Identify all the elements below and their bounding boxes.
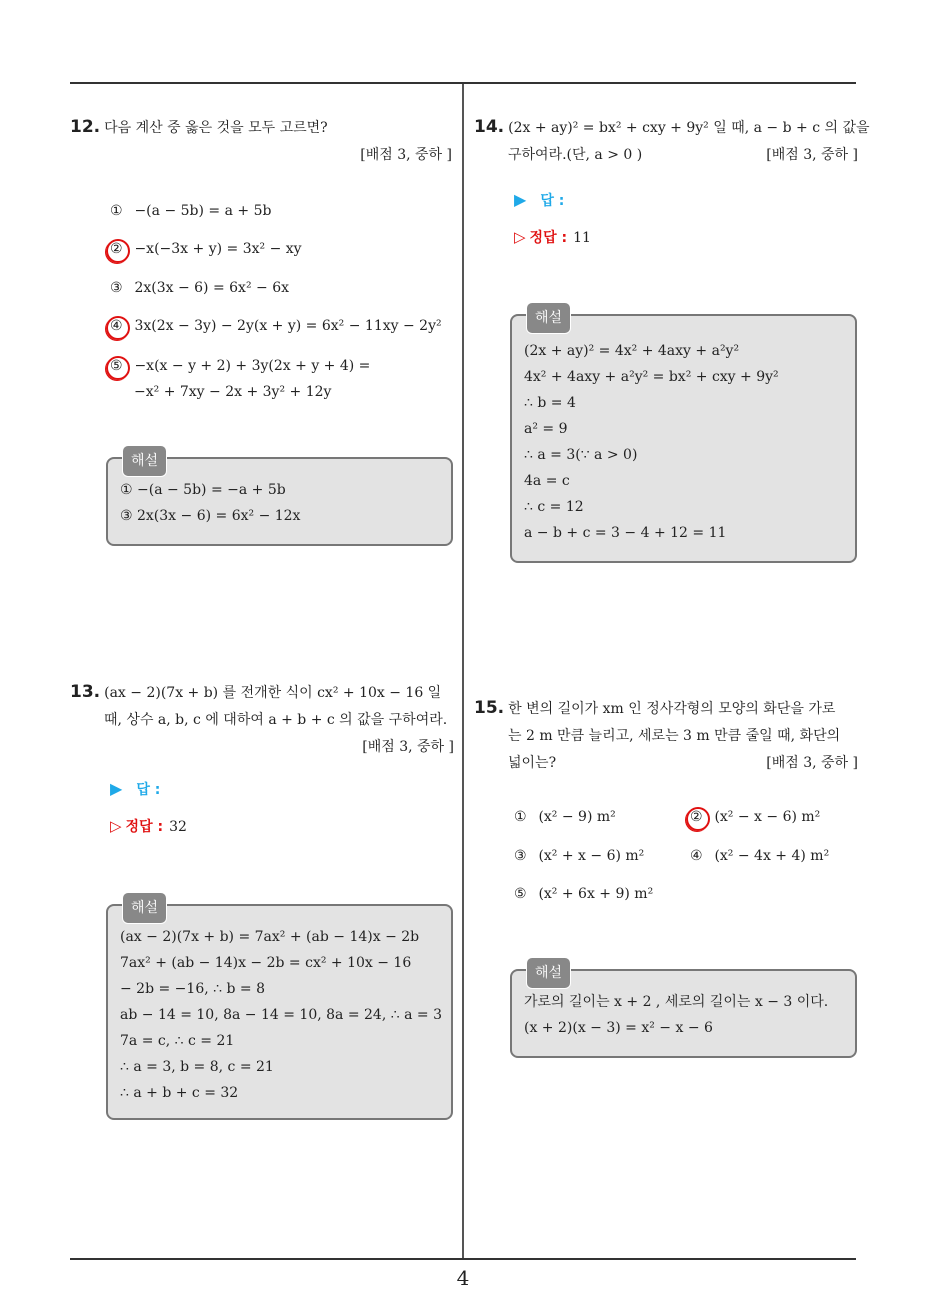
column-divider (462, 84, 464, 1258)
choice-text: (x² − 4x + 4) m² (714, 848, 830, 864)
solution-line: ∴ c = 12 (524, 499, 584, 515)
correct-value: 11 (573, 230, 591, 246)
solution-line: (x + 2)(x − 3) = x² − x − 6 (524, 1020, 713, 1036)
correct-answer-14 (514, 227, 591, 247)
selected-circle-mark (106, 239, 130, 263)
solution-box-13 (106, 900, 453, 1120)
choice-text: (x² + 6x + 9) m² (538, 886, 654, 902)
solution-line: (ax − 2)(7x + b) = 7ax² + (ab − 14)x − 2b (120, 929, 420, 945)
solution-line: ∴ a = 3, b = 8, c = 21 (120, 1059, 274, 1075)
solution-box-12 (106, 453, 453, 546)
question-text: 다음 계산 중 옳은 것을 모두 고르면? (104, 120, 328, 136)
solution-line: ③ 2x(3x − 6) = 6x² − 12x (120, 508, 301, 524)
solution-line: ab − 14 = 10, 8a − 14 = 10, 8a = 24, ∴ a = 3 (120, 1007, 442, 1023)
solution-line: a² = 9 (524, 421, 568, 437)
correct-answer-13 (110, 816, 187, 836)
selected-circle-mark (106, 356, 130, 380)
choice-text: (x² + x − 6) m² (538, 848, 645, 864)
question-number: 14. (474, 117, 505, 137)
choice-4[interactable] (110, 318, 442, 334)
choice-5[interactable] (514, 886, 653, 902)
question-number: 12. (70, 117, 101, 137)
bottom-rule (70, 1258, 856, 1260)
solution-line: ∴ a + b + c = 32 (120, 1085, 239, 1101)
solution-tag: 해설 (122, 892, 167, 924)
solution-line: a − b + c = 3 − 4 + 12 = 11 (524, 525, 727, 541)
triangle-outline-icon: ▷ (110, 817, 122, 835)
choice-mark: ② (690, 809, 703, 825)
points-label: [배점 3, 중하 ] (766, 147, 858, 163)
question-text-cont: 때, 상수 a, b, c 에 대하여 a + b + c 의 값을 구하여라. (104, 712, 448, 728)
question-number: 15. (474, 698, 505, 718)
choice-mark: ① (110, 203, 123, 219)
answer-row-13[interactable] (110, 779, 160, 799)
points-label: [배점 3, 중하 ] (362, 739, 454, 755)
solution-box-14 (510, 310, 857, 563)
choice-text: (x² − 9) m² (538, 809, 616, 825)
answer-label: 답 : (136, 782, 161, 798)
choice-mark: ③ (110, 280, 123, 296)
solution-line: ① −(a − 5b) = −a + 5b (120, 482, 286, 498)
solution-tag: 해설 (526, 302, 571, 334)
solution-line: ∴ a = 3(∵ a > 0) (524, 447, 638, 463)
selected-circle-mark (106, 316, 130, 340)
choice-mark: ② (110, 241, 123, 257)
choice-mark: ④ (690, 848, 703, 864)
question-text: (ax − 2)(7x + b) 를 전개한 식이 cx² + 10x − 16 일 (104, 685, 442, 701)
choice-1[interactable] (514, 809, 616, 825)
correct-value: 32 (169, 819, 187, 835)
choice-text: 3x(2x − 3y) − 2y(x + y) = 6x² − 11xy − 2y² (134, 318, 442, 334)
choice-mark: ④ (110, 318, 123, 334)
solution-line: 7ax² + (ab − 14)x − 2b = cx² + 10x − 16 (120, 955, 412, 971)
choice-mark: ⑤ (110, 358, 123, 374)
choice-text: −(a − 5b) = a + 5b (134, 203, 272, 219)
problem-12 (70, 114, 452, 169)
page-number: 4 (456, 1266, 470, 1290)
correct-label: 정답 : (125, 819, 164, 835)
answer-label: 답 : (540, 193, 565, 209)
question-text-cont: 는 2 m 만큼 늘리고, 세로는 3 m 만큼 줄일 때, 화단의 (508, 728, 841, 744)
solution-line: 4a = c (524, 473, 570, 489)
choice-1[interactable] (110, 203, 271, 219)
play-icon: ▶ (110, 779, 123, 798)
problem-14 (474, 114, 870, 169)
solution-line: ∴ b = 4 (524, 395, 576, 411)
choice-5-continuation: −x² + 7xy − 2x + 3y² + 12y (134, 384, 332, 400)
question-text-cont: 넓이는? (508, 755, 557, 771)
question-text: 한 변의 길이가 xm 인 정사각형의 모양의 화단을 가로 (508, 701, 836, 717)
question-text-cont: 구하여라.(단, a > 0 ) (508, 147, 643, 163)
choice-4[interactable] (690, 848, 829, 864)
choice-2[interactable] (110, 241, 302, 257)
choice-mark: ③ (514, 848, 527, 864)
solution-box-15 (510, 965, 857, 1058)
correct-label: 정답 : (529, 230, 568, 246)
choice-3[interactable] (110, 280, 289, 296)
selected-circle-mark (686, 807, 710, 831)
choice-text: (x² − x − 6) m² (714, 809, 821, 825)
problem-15 (474, 695, 858, 777)
points-label: [배점 3, 중하 ] (360, 147, 452, 163)
answer-row-14[interactable] (514, 190, 564, 210)
choice-text: −x(−3x + y) = 3x² − xy (134, 241, 302, 257)
choice-mark: ① (514, 809, 527, 825)
play-icon: ▶ (514, 190, 527, 209)
solution-tag: 해설 (122, 445, 167, 477)
choice-text: −x(x − y + 2) + 3y(2x + y + 4) = (134, 358, 371, 374)
question-number: 13. (70, 682, 101, 702)
choice-text: 2x(3x − 6) = 6x² − 6x (134, 280, 289, 296)
solution-line: 7a = c, ∴ c = 21 (120, 1033, 235, 1049)
solution-line: (2x + ay)² = 4x² + 4axy + a²y² (524, 343, 740, 359)
choice-5[interactable] (110, 358, 370, 374)
solution-tag: 해설 (526, 957, 571, 989)
points-label: [배점 3, 중하 ] (766, 755, 858, 771)
solution-line: − 2b = −16, ∴ b = 8 (120, 981, 265, 997)
problem-13 (70, 679, 454, 761)
question-text: (2x + ay)² = bx² + cxy + 9y² 일 때, a − b + c 의 값을 (508, 120, 870, 136)
choice-mark: ⑤ (514, 886, 527, 902)
triangle-outline-icon: ▷ (514, 228, 526, 246)
solution-line: 4x² + 4axy + a²y² = bx² + cxy + 9y² (524, 369, 779, 385)
solution-line: 가로의 길이는 x + 2 , 세로의 길이는 x − 3 이다. (524, 994, 829, 1010)
choice-3[interactable] (514, 848, 644, 864)
